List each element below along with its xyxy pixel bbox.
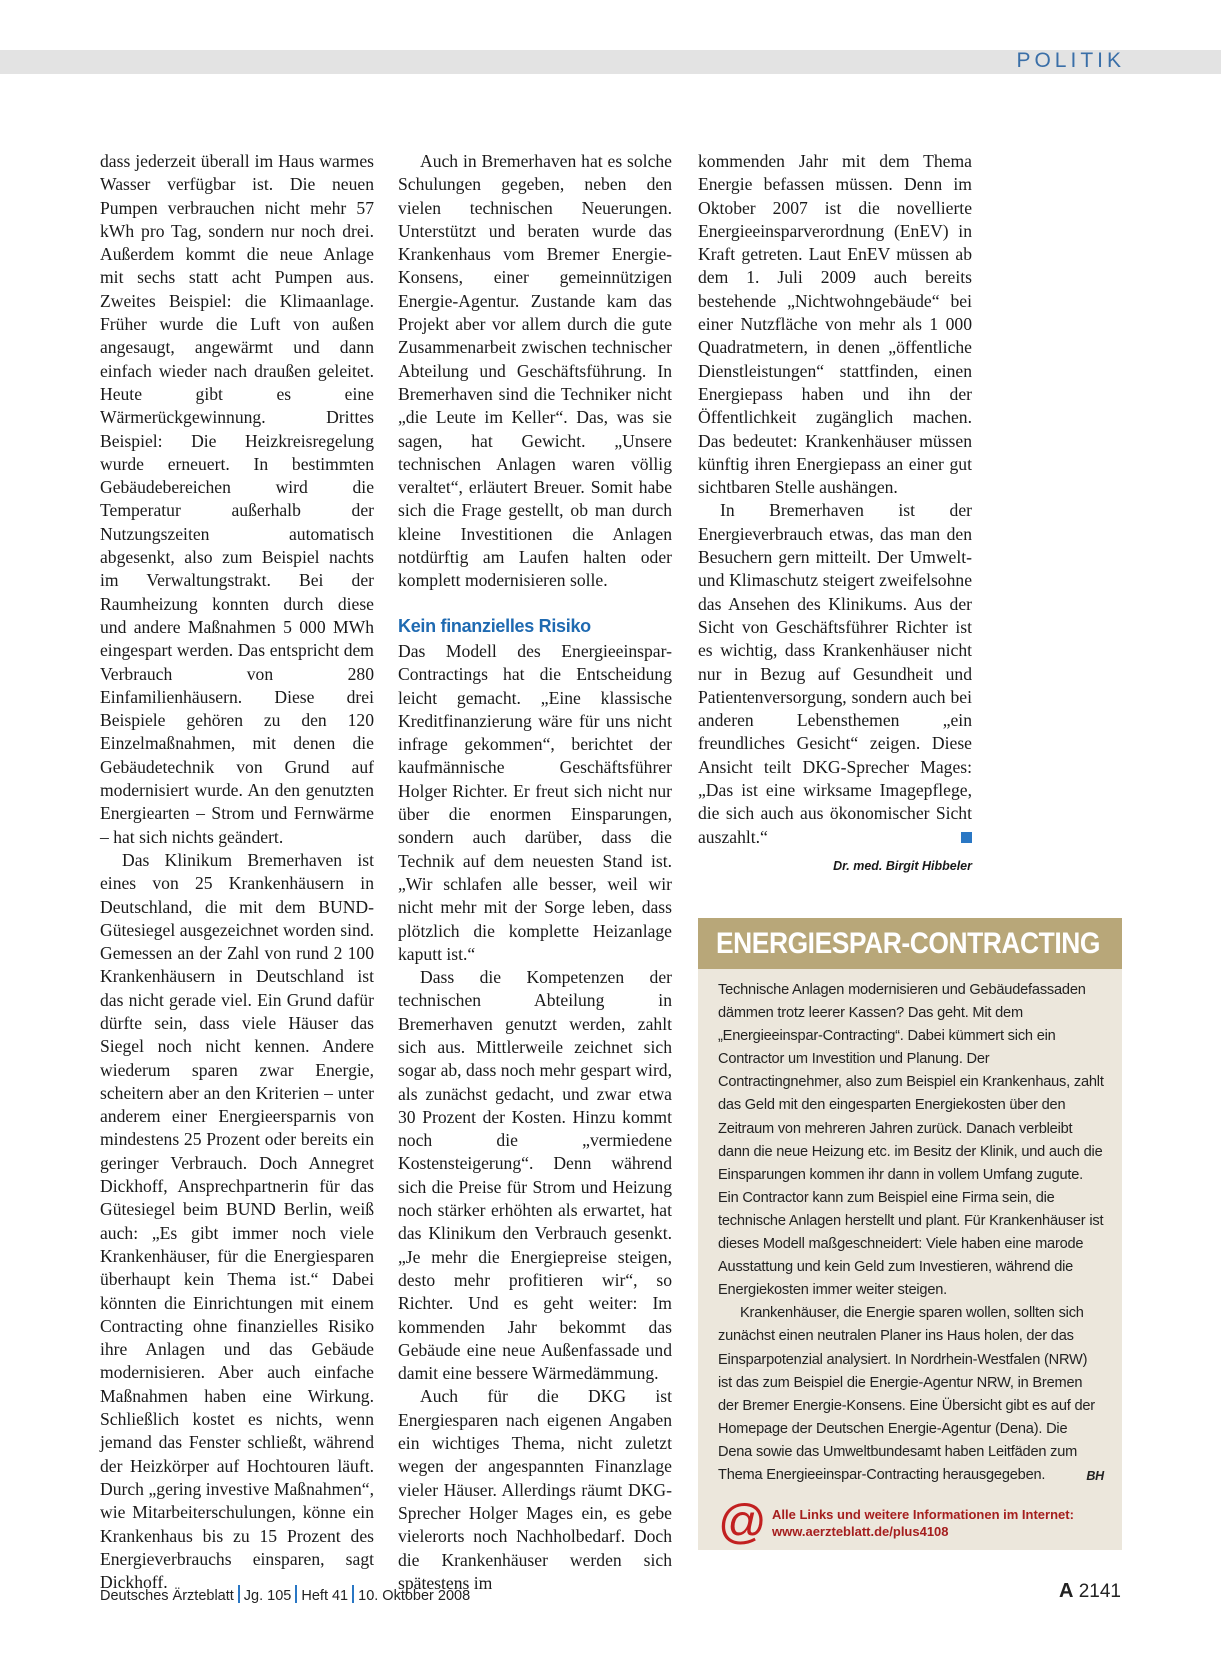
paragraph-text: In Bremerhaven ist der Energieverbrauch etwas, das man den Besuchern gern mitteilt. Der Umwelt- und Klimaschutz steigert zweifelsohne das Ansehen des Klinikums. Aus der Sicht von Geschäftsführer Richter ist es wichtig, dass Krankenhäuser nicht nur in Bezug auf Gesundheit und Patientenversorgung, sondern auch bei anderen Lebensthemen „ein freundliches Gesicht“ zeigen. Diese Ansicht teilt DKG-Sprecher Mages: „Das ist eine wirksame Imagepflege, die sich auch aus ökonomischer Sicht auszahlt.“	[698, 500, 972, 847]
paragraph: Dass die Kompetenzen der technischen Abteilung in Bremerhaven genutzt werden, zahlt sich aus. Mittlerweile zeichnet sich sogar ab, dass noch mehr gespart wird, als zunächst gedacht, und zwar etwa 30 Prozent der Kosten. Hinzu kommt noch die „vermiedene Kostensteigerung“. Denn während sich die Preise für Strom und Heizung noch stärker erhöhten als erwartet, hat das Klinikum den Verbrauch gesenkt. „Je mehr die Energiepreise steigen, desto mehr profitieren wir“, so Richter. Und es geht weiter: Im kommenden Jahr bekommt das Gebäude eine neue Außenfassade und damit eine bessere Wärmedämmung.	[398, 967, 672, 1384]
paragraph	[698, 499, 972, 848]
at-icon: @	[718, 1496, 767, 1550]
issue: Heft 41	[301, 1588, 349, 1604]
info-box	[698, 918, 1122, 1550]
end-of-article-square-icon	[961, 832, 972, 843]
footer-citation	[100, 1585, 470, 1604]
paragraph: Auch für die DKG ist Energiesparen nach eigenen Angaben ein wichtiges Thema, nicht zuletzt wegen der angespannten Finanzlage vieler Häuser. Allerdings räumt DKG-Sprecher Holger Mages ein, es gebe vielerorts noch Nachholbedarf. Doch die Krankenhäuser werden sich spätestens im	[398, 1386, 672, 1593]
paragraph: kommenden Jahr mit dem Thema Energie befassen müssen. Denn im Oktober 2007 ist die novellierte Energieeinsparverordnung (EnEV) in Kraft getreten. Laut EnEV müssen ab dem 1. Juli 2009 auch bereits bestehende „Nichtwohngebäude“ bei einer Nutzfläche von mehr als 1 000 Quadratmetern, in denen „öffentliche Dienstleistungen“ stattfinden, einen Energiepass haben und ihn der Öffentlichkeit zugänglich machen. Das bedeutet: Krankenhäuser müssen künftig ihren Energiepass an einer gut sichtbaren Stelle aushängen.	[698, 151, 972, 498]
links-label: Alle Links und weitere Informationen im Internet:	[772, 1507, 1074, 1523]
paragraph: Das Klinikum Bremerhaven ist eines von 25 Krankenhäusern in Deutschland, die mit dem BUND-Gütesiegel ausgezeichnet worden sind. Gemessen an der Zahl von rund 2 100 Krankenhäusern in Deutschland ist das nicht gerade viel. Ein Grund dafür dürfte sein, dass viele Häuser das Siegel noch nicht kennen. Andere wiederum sparen zwar Energie, scheitern aber an den Kriterien – unter anderem einer Energieersparnis von mindestens 25 Prozent oder bereits ein geringer Verbrauch. Doch Annegret Dickhoff, Ansprechpartnerin für das Gütesiegel beim BUND Berlin, weiß auch: „Es gibt immer noch viele Krankenhäuser, für die Energiesparen überhaupt kein Thema ist.“ Dabei könnten die Einrichtungen mit einem Contracting ohne finanzielles Risiko ihre Anlagen und das Gebäude modernisieren. Aber auch einfache Maßnahmen haben eine Wirkung. Schließlich kostet es nichts, wenn jemand das Fenster schließt, während der Heizkörper auf Hochtouren läuft. Durch „gering investive Maßnahmen“, wie Mitarbeiterschulungen, könne ein Krankenhaus bis zu 15 Prozent des Energieverbrauchs einsparen, sagt Dickhoff.	[100, 849, 374, 1593]
page-number	[1059, 1580, 1121, 1603]
page-number-value: 2141	[1078, 1581, 1121, 1602]
author-byline: Dr. med. Birgit Hibbeler	[833, 858, 972, 873]
internet-links[interactable]	[698, 1496, 1122, 1550]
separator	[295, 1585, 297, 1603]
paragraph: Das Modell des Energieeinspar-Contractings hat die Entscheidung leicht gemacht. „Eine klassische Kreditfinanzierung wäre für uns nicht infrage gekommen“, berichtet der kaufmännische Geschäftsführer Holger Richter. Er freut sich nicht nur über die enormen Einsparungen, sondern auch darüber, dass die Technik auf dem neuesten Stand ist. „Wir schlafen alle besser, weil wir nicht mehr mit der Sorge leben, dass plötzlich die komplette Heizanlage kaputt ist.“	[398, 640, 672, 964]
info-box-body	[698, 969, 1122, 1487]
paragraph: Auch in Bremerhaven hat es solche Schulungen gegeben, neben den vielen technischen Neuerungen. Unterstützt und beraten wurde das Krankenhaus vom Bremer Energie-Konsens, einer gemeinnützigen Energie-Agentur. Zustande kam das Projekt aber vor allem durch die gute Zusammenarbeit zwischen technischer Abteilung und Geschäftsführung. In Bremerhaven sind die Techniker nicht „die Leute im Keller“. Das, was sie sagen, hat Gewicht. „Unsere technischen Anlagen waren völlig veraltet“, erläutert Breuer. Somit habe sich die Frage gestellt, ob man durch kleine Investitionen die Anlagen notdürftig am Laufen halten oder komplett modernisieren solle.	[398, 151, 672, 591]
info-box-header	[698, 918, 1122, 969]
paragraph-text: Krankenhäuser, die Energie sparen wollen, sollten sich zunächst einen neutralen Planer ins Haus holen, der das Einsparpotenzial analysiert. In Nordrhein-Westfalen (NRW) ist das zum Beispiel die Energie-Agentur NRW, in Bremen der Bremer Energie-Konsens. Eine Übersicht gibt es auf der Homepage der Deutschen Energie-Agentur (Dena). Die Dena sowie das Umweltbundesamt haben Leitfäden zum Thema Energieeinspar-Contracting herausgegeben.	[718, 1305, 1095, 1483]
links-text	[772, 1506, 1074, 1540]
article-column-1	[100, 150, 374, 1594]
paragraph	[718, 1302, 1104, 1487]
links-url[interactable]: www.aerzteblatt.de/plus4108	[772, 1524, 949, 1540]
subheading: Kein finanzielles Risiko	[398, 615, 591, 636]
article-column-3	[698, 150, 972, 878]
box-author-initials: BH	[1086, 1468, 1104, 1483]
date: 10. Oktober 2008	[358, 1588, 471, 1604]
separator	[352, 1585, 354, 1603]
section-label: POLITIK	[1016, 49, 1125, 72]
separator	[238, 1585, 240, 1603]
volume: Jg. 105	[243, 1588, 292, 1604]
article-column-2	[398, 150, 672, 1595]
paragraph: Technische Anlagen modernisieren und Gebäudefassaden dämmen trotz leerer Kassen? Das geht. Mit dem „Energieeinspar-Contracting“. Dabei kümmert sich ein Contractor um Investition und Planung. Der Contractingnehmer, also zum Beispiel ein Krankenhaus, zahlt das Geld mit den eingesparten Energiekosten über den Zeitraum von mehreren Jahren zurück. Danach verbleibt dann die neue Heizung etc. im Besitz der Klinik, und auch die Einsparungen kommen ihr dann in vollem Umfang zugute. Ein Contractor kann zum Beispiel eine Firma sein, die technische Anlagen herstellt und plant. Für Krankenhäuser ist dieses Modell maßgeschneidert: Viele haben eine marode Ausstattung und kein Geld zum Investieren, während die Energiekosten immer weiter steigen.	[718, 982, 1104, 1299]
paragraph: dass jederzeit überall im Haus warmes Wasser verfügbar ist. Die neuen Pumpen verbrauchen nicht mehr 57 kWh pro Tag, sondern nur noch drei. Außerdem kommt die neue Anlage mit sechs statt acht Pumpen aus. Zweites Beispiel: die Klimaanlage. Früher wurde die Luft von außen angesaugt, angewärmt und dann einfach wieder nach draußen geleitet. Heute gibt es eine Wärmerückgewinnung. Drittes Beispiel: Die Heizkreisregelung wurde erneuert. In bestimmten Gebäudebereichen wird die Temperatur außerhalb der Nutzungszeiten automatisch abgesenkt, also zum Beispiel nachts im Verwaltungstrakt. Bei der Raumheizung konnten durch diese und andere Maßnahmen 5 000 MWh eingespart werden. Das entspricht dem Verbrauch von 280 Einfamilienhäusern. Diese drei Beispiele gehören zu den 120 Einzelmaßnahmen, mit denen die Gebäudetechnik von Grund auf modernisiert wurde. An den genutzten Energiearten – Strom und Fernwärme – hat sich nichts geändert.	[100, 151, 374, 847]
info-box-title: ENERGIESPAR-CONTRACTING	[716, 927, 1100, 960]
page-prefix: A	[1058, 1580, 1074, 1602]
journal-name: Deutsches Ärzteblatt	[100, 1588, 234, 1604]
